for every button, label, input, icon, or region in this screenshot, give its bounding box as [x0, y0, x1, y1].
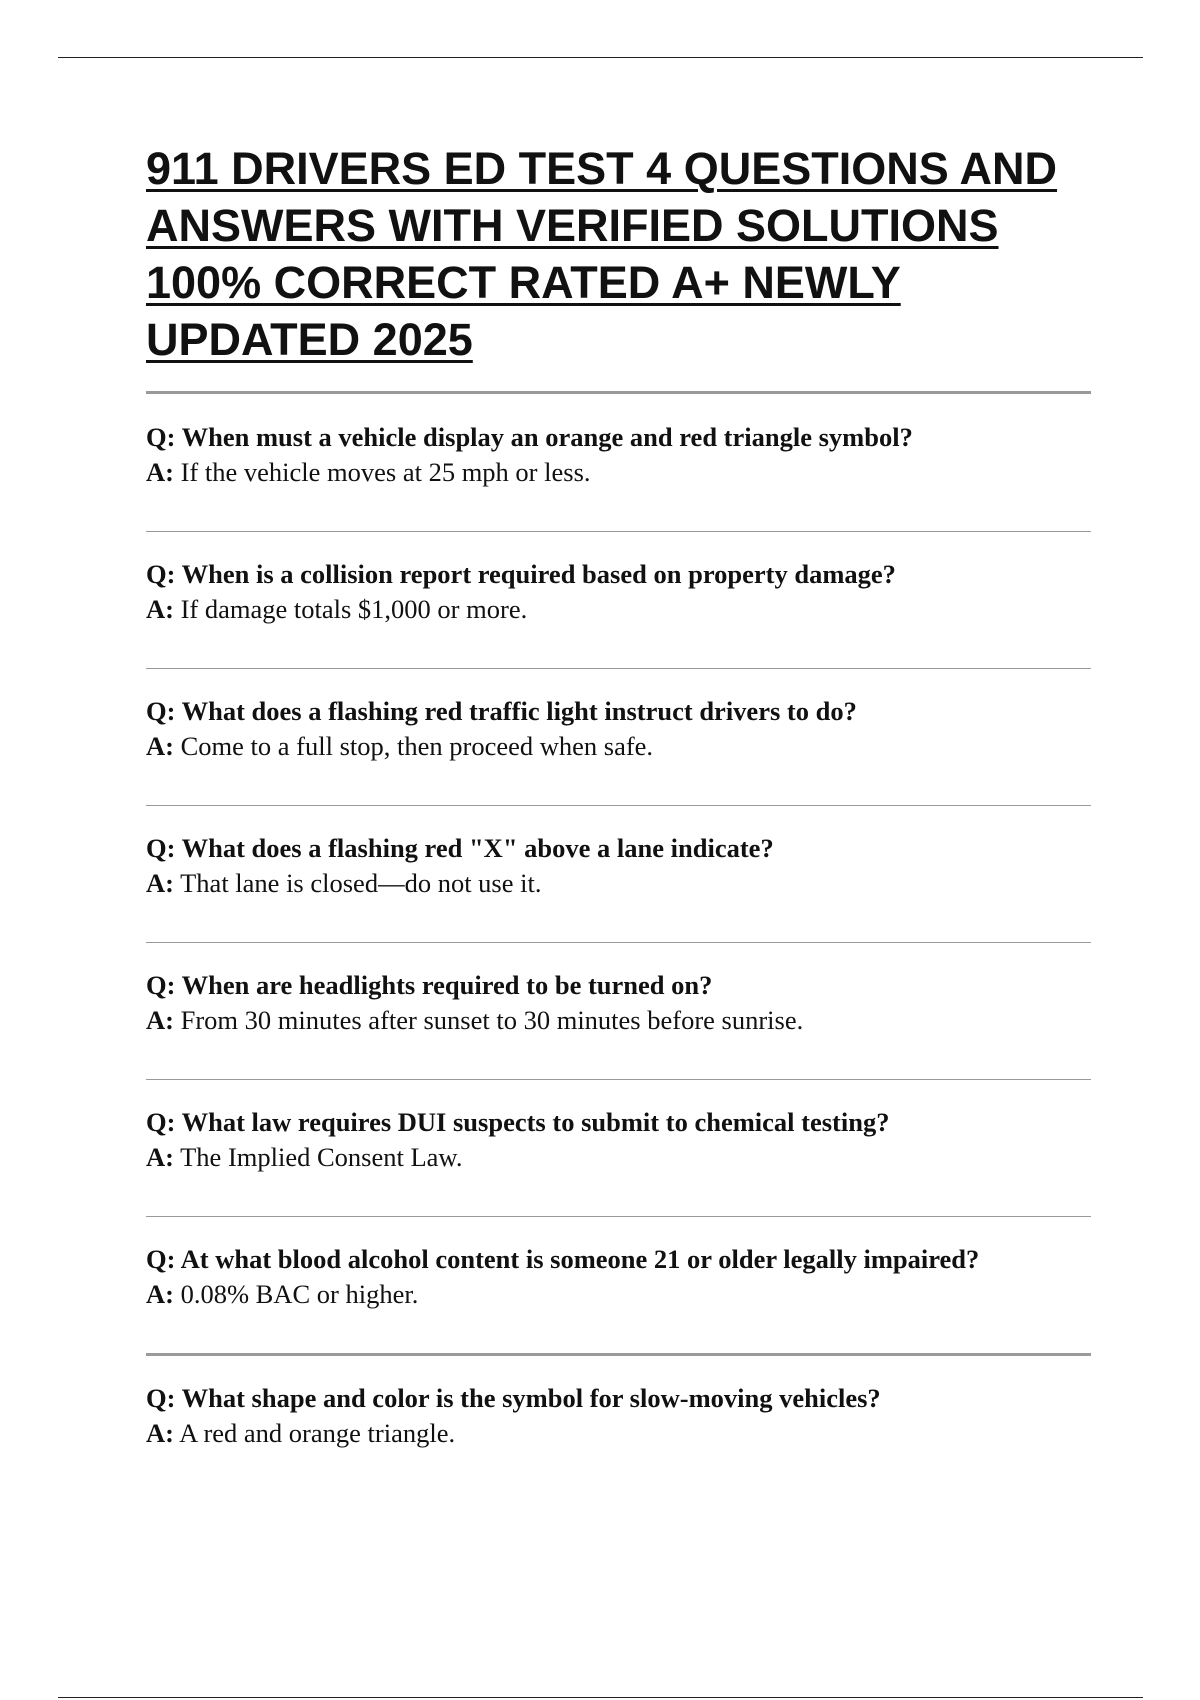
answer-prefix: A:: [146, 731, 174, 761]
answer: [146, 455, 1091, 490]
qa-item: [146, 806, 1091, 943]
qa-item: [146, 669, 1091, 806]
document-title: 911 DRIVERS ED TEST 4 QUESTIONS AND ANSWERS WITH VERIFIED SOLUTIONS 100% CORRECT RATED A+ NEWLY UPDATED 2025: [146, 143, 1058, 365]
question-text: What law requires DUI suspects to submit to chemical testing?: [181, 1107, 890, 1137]
question-prefix: Q:: [146, 559, 176, 589]
question: [146, 1381, 1091, 1416]
qa-item: [146, 943, 1091, 1080]
question: [146, 968, 1091, 1003]
question-text: When are headlights required to be turned on?: [181, 970, 713, 1000]
question: [146, 1242, 1091, 1277]
answer-prefix: A:: [146, 1418, 174, 1448]
answer: [146, 592, 1091, 627]
answer-text: From 30 minutes after sunset to 30 minutes before sunrise.: [180, 1005, 804, 1035]
question-prefix: Q:: [146, 1107, 176, 1137]
answer-prefix: A:: [146, 868, 174, 898]
answer-prefix: A:: [146, 594, 174, 624]
answer-text: A red and orange triangle.: [179, 1418, 456, 1448]
qa-item: [146, 1356, 1091, 1492]
answer: [146, 1416, 1091, 1451]
question: [146, 831, 1091, 866]
qa-item: [146, 532, 1091, 669]
document-body: [146, 140, 1091, 1492]
answer: [146, 1003, 1091, 1038]
answer-text: That lane is closed—do not use it.: [180, 868, 542, 898]
answer: [146, 866, 1091, 901]
question-text: What does a flashing red traffic light instruct drivers to do?: [181, 696, 857, 726]
question-prefix: Q:: [146, 422, 176, 452]
qa-list: [146, 420, 1091, 1492]
answer: [146, 1277, 1091, 1312]
question-text: What shape and color is the symbol for slow-moving vehicles?: [181, 1383, 881, 1413]
answer: [146, 729, 1091, 764]
question: [146, 420, 1091, 455]
qa-item: [146, 420, 1091, 532]
answer-text: If the vehicle moves at 25 mph or less.: [180, 457, 591, 487]
answer-prefix: A:: [146, 1005, 174, 1035]
question: [146, 557, 1091, 592]
question-text: When is a collision report required based on property damage?: [181, 559, 896, 589]
answer-text: The Implied Consent Law.: [180, 1142, 463, 1172]
question-prefix: Q:: [146, 1383, 176, 1413]
page-bottom-rule: [58, 1697, 1143, 1698]
answer: [146, 1140, 1091, 1175]
title-divider: [146, 391, 1091, 394]
qa-item: [146, 1080, 1091, 1217]
question-prefix: Q:: [146, 833, 176, 863]
answer-text: 0.08% BAC or higher.: [180, 1279, 419, 1309]
question-prefix: Q:: [146, 1244, 176, 1274]
question-prefix: Q:: [146, 970, 176, 1000]
answer-text: If damage totals $1,000 or more.: [180, 594, 528, 624]
question-text: At what blood alcohol content is someone 21 or older legally impaired?: [180, 1244, 980, 1274]
page-top-rule: [58, 57, 1143, 58]
answer-text: Come to a full stop, then proceed when safe.: [180, 731, 654, 761]
qa-item: [146, 1217, 1091, 1356]
question-prefix: Q:: [146, 696, 176, 726]
question-text: What does a flashing red "X" above a lane indicate?: [181, 833, 774, 863]
question-text: When must a vehicle display an orange and red triangle symbol?: [181, 422, 913, 452]
answer-prefix: A:: [146, 1279, 174, 1309]
answer-prefix: A:: [146, 457, 174, 487]
question: [146, 1105, 1091, 1140]
answer-prefix: A:: [146, 1142, 174, 1172]
question: [146, 694, 1091, 729]
